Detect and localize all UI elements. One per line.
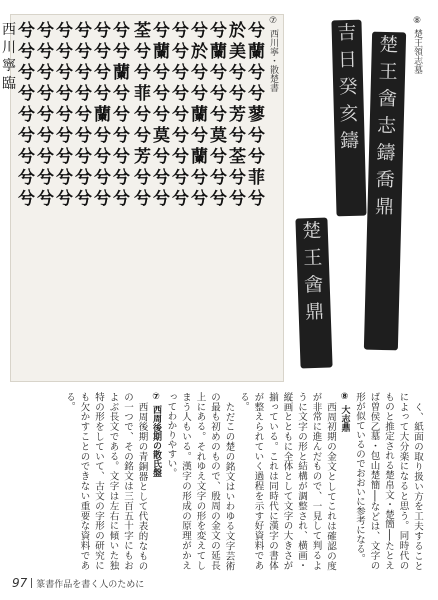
calligraphy-signature: 西 川 寧 臨 [2,22,16,92]
footer-divider [31,578,32,588]
section-title: 篆書作品を書く人のために [36,579,145,590]
page-footer [12,576,144,590]
body-text [14,392,424,570]
rubbing-strip-text: 楚 王 酓 志 鑄 喬 鼎 [374,33,399,219]
rubbing-strip [295,217,332,368]
rubbing-strip-text: 吉 日 癸 亥 鑄 [336,21,360,153]
calligraphy-column: 兮 蘭 兮 兮 蓼 兮 兮 菲 兮 [248,21,265,209]
page-number: 97 [12,576,28,590]
rubbing-strip [331,20,366,217]
calligraphy-column: 荃 兮 兮 菲 兮 兮 芳 兮 兮 [134,21,151,209]
section-heading: ⑦ 西周後期の散氏盤 [151,392,161,478]
rubbing-strip-text: 楚 王 酓 鼎 [301,219,325,324]
paragraph: く、紙面の取り扱い方を工夫することによって大分楽になると思う。同時代のものと推定される楚帛文・楚簡──たとえば曽侯乙墓・包山楚簡──などは、文字の形が似ているのでおおいに参考になる。 [354,392,423,570]
paragraph: ただこの楚の銘文はいわゆる文字芸術の最も初めのもので、殷周の金文の延長上にある。それゆえ文字の形を変えてしまう人もいる。漢字の形成の原理がかえってわかりやすい。 [165,392,235,570]
calligraphy-column: 兮 蘭 兮 兮 兮 莫 兮 兮 兮 [153,21,170,209]
calligraphy-sample-7 [2,14,284,382]
paragraph: 西周初期の金文としてこれは確認の度が非常に進んだもので、一見して判るように文字の形と結構が調整され、横画・縦画とともに全体として文字の大きさが揃っている。これは同時代に漢字の書体が整えられていく過程を示す好資料である。 [238,392,336,570]
calligraphy-column: 於 美 兮 兮 芳 兮 荃 兮 兮 [229,21,246,209]
caption-sample-7: ⑦ 西川寧・散楚書 [268,16,278,92]
rubbing-strip [364,32,406,351]
caption-sample-8: ⑧ 楚王領志墓 [412,16,422,74]
calligraphy-column: 兮 蘭 兮 兮 兮 莫 兮 兮 兮 [210,21,227,209]
calligraphy-column: 兮 兮 兮 兮 蘭 兮 兮 兮 兮 [94,21,111,209]
calligraphy-columns [2,21,265,375]
rubbing-sample-8 [298,14,424,380]
calligraphy-column: 兮 兮 兮 兮 兮 兮 兮 兮 兮 [56,21,73,209]
calligraphy-column: 兮 兮 兮 兮 兮 兮 兮 兮 兮 [18,21,35,209]
paragraph: 西周後期の青銅器として代表的なものの一つで、その銘文は三百五十字にもおよぶ長文である。文字は左右に傾いた独特の形をしていて、古文の字形の研究にも欠かすことのできない重要な資料である。 [64,392,148,570]
calligraphy-column: 兮 兮 兮 兮 兮 兮 兮 兮 兮 [172,21,189,209]
calligraphy-column: 兮 兮 兮 兮 兮 兮 兮 兮 兮 [75,21,92,209]
calligraphy-column: 兮 於 兮 兮 蘭 兮 蘭 兮 兮 [191,21,208,209]
section-heading: ⑧ 大志鼎 [339,392,350,433]
calligraphy-column: 兮 兮 蘭 兮 兮 兮 兮 兮 兮 [113,21,130,209]
calligraphy-column: 兮 兮 兮 兮 兮 兮 兮 兮 兮 [37,21,54,209]
